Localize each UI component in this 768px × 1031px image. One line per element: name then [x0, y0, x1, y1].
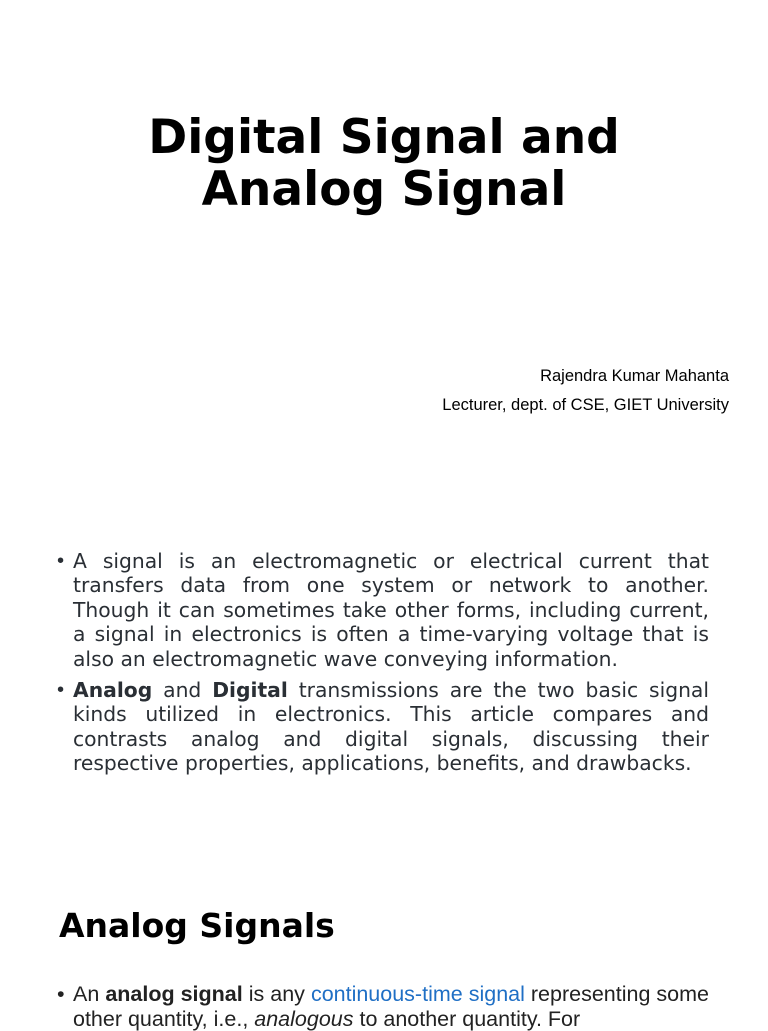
- intro-bullet-list: [57, 549, 709, 783]
- intro-bullet-2: [57, 678, 709, 776]
- bold-term-analog: Analog: [73, 678, 153, 703]
- bullet-text: transmissions are the two basic signal kinds utilized in electronics. This article compares and contrasts analog and digital signals, discussing their respective properties, applications, benefits, and drawbacks.: [73, 678, 709, 776]
- bullet-dot: •: [57, 679, 65, 702]
- intro-bullet-1: [57, 549, 709, 671]
- title-line-2: Analog Signal: [201, 162, 567, 217]
- author-block: [442, 362, 729, 420]
- bullet-text: A signal is an electromagnetic or electrical current that transfers data from one system or network to another. Though it can sometimes take other forms, including current, a signal in electronics is often a time-varying voltage that is also an electromagnetic wave conveying information.: [73, 549, 709, 671]
- continuous-time-signal-link[interactable]: continuous-time signal: [310, 982, 525, 1006]
- bullet-text-tail: to another quantity. For: [353, 1006, 581, 1031]
- italic-term-analogous: analogous: [254, 1006, 354, 1031]
- bullet-dot: •: [57, 550, 65, 572]
- bullet-text-mid: is any: [242, 982, 311, 1006]
- bold-term-analog-signal: analog signal: [105, 982, 243, 1006]
- slide-title: [0, 112, 768, 216]
- bullet-text-connector: and: [152, 678, 213, 703]
- bullet-dot: •: [57, 982, 65, 1006]
- bold-term-digital: Digital: [212, 678, 288, 703]
- bullet-prefix: An: [73, 982, 106, 1006]
- title-line-1: Digital Signal and: [148, 110, 620, 165]
- bullet-text-rest: representing some other quantity, i.e.,: [73, 982, 709, 1031]
- author-name: Rajendra Kumar Mahanta: [540, 367, 729, 385]
- author-position: Lecturer, dept. of CSE, GIET University: [442, 396, 729, 414]
- section-heading: Analog Signals: [59, 906, 335, 945]
